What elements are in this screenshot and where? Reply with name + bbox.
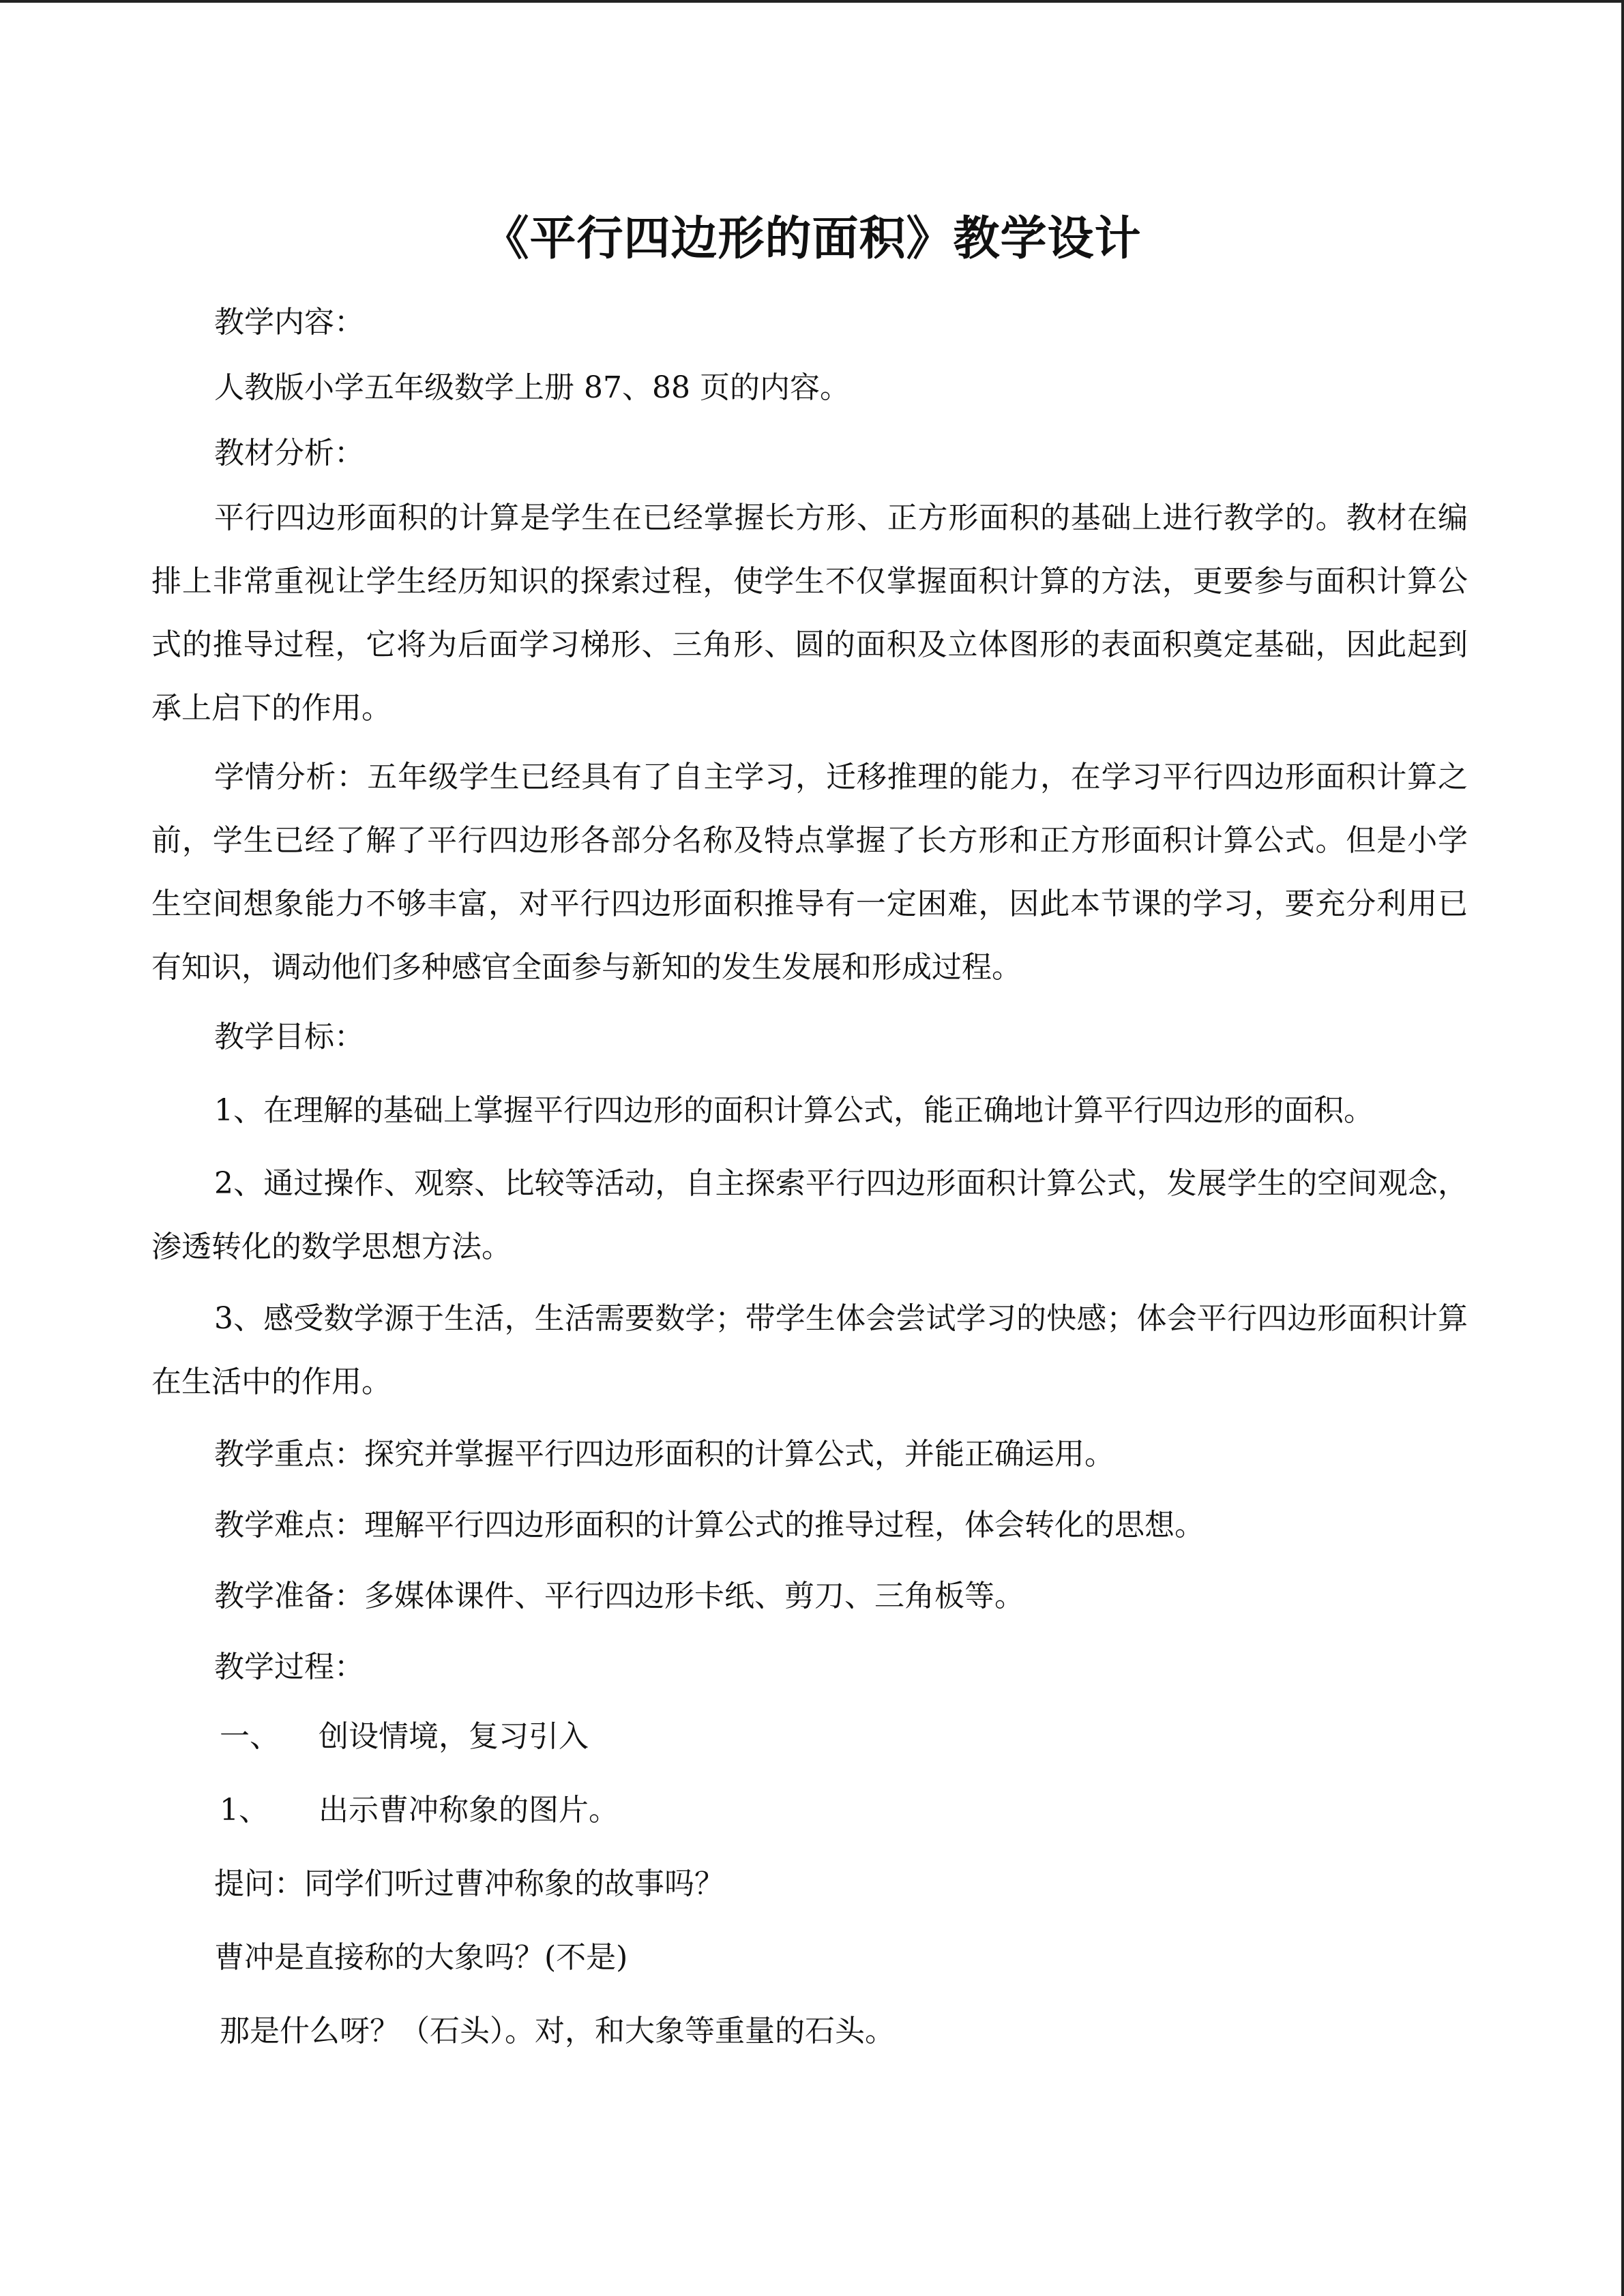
objective-3: 3、感受数学源于生活，生活需要数学；带学生体会尝试学习的快感；体会平行四边形面积计算在生活中的作用。	[151, 1301, 1468, 1399]
difficult-points: 教学难点：理解平行四边形面积的计算公式的推导过程，体会转化的思想。	[214, 1508, 1205, 1542]
page-border-right	[1621, 0, 1624, 2296]
question-3: 那是什么呀？（石头）。对，和大象等重量的石头。	[220, 2014, 895, 2048]
student-analysis-text: 学情分析：五年级学生已经具有了自主学习，迁移推理的能力，在学习平行四边形面积计算之前，学生已经了解了平行四边形各部分名称及特点掌握了长方形和正方形面积计算公式。但是小学生空间想象能力不够丰富，对平行四边形面积推导有一定困难，因此本节课的学习，要充分利用已有知识，调动他们多种感官全面参与新知的发生发展和形成过程。	[151, 760, 1468, 985]
material-analysis-text: 平行四边形面积的计算是学生在已经掌握长方形、正方形面积的基础上进行教学的。教材在编排上非常重视让学生经历知识的探索过程，使学生不仅掌握面积计算的方法，更要参与面积计算公式的推导过程，它将为后面学习梯形、三角形、圆的面积及立体图形的表面积奠定基础，因此起到承上启下的作用。	[151, 501, 1468, 726]
list-item-text: 创设情境，复习引入	[319, 1719, 589, 1754]
list-item-text: 出示曹冲称象的图片。	[319, 1793, 619, 1828]
key-points: 教学重点：探究并掌握平行四边形面积的计算公式，并能正确运用。	[214, 1437, 1114, 1472]
question-2: 曹冲是直接称的大象吗？(不是)	[214, 1940, 628, 1975]
objective-1: 1、在理解的基础上掌握平行四边形的面积计算公式，能正确地计算平行四边形的面积。	[214, 1093, 1374, 1128]
list-item-number: 一、	[220, 1719, 280, 1754]
teaching-preparation: 教学准备：多媒体课件、平行四边形卡纸、剪刀、三角板等。	[214, 1579, 1024, 1613]
content-text: 人教版小学五年级数学上册 87、88 页的内容。	[214, 370, 850, 405]
question-1: 提问：同学们听过曹冲称象的故事吗？	[214, 1866, 724, 1901]
section-heading-objectives: 教学目标：	[214, 1019, 364, 1054]
section-heading-content: 教学内容：	[214, 305, 364, 340]
list-item	[151, 1700, 1468, 1774]
page-border-top	[0, 0, 1624, 3]
document-body	[151, 290, 1468, 2068]
section-heading-material-analysis: 教材分析：	[214, 436, 364, 471]
objective-2: 2、通过操作、观察、比较等活动，自主探索平行四边形面积计算公式，发展学生的空间观念，渗透转化的数学思想方法。	[151, 1166, 1468, 1264]
list-item	[151, 1774, 1468, 1847]
list-item-number: 1、	[220, 1793, 269, 1828]
section-heading-process: 教学过程：	[214, 1650, 364, 1684]
document-title: 《平行四边形的面积》教学设计	[482, 211, 1142, 266]
